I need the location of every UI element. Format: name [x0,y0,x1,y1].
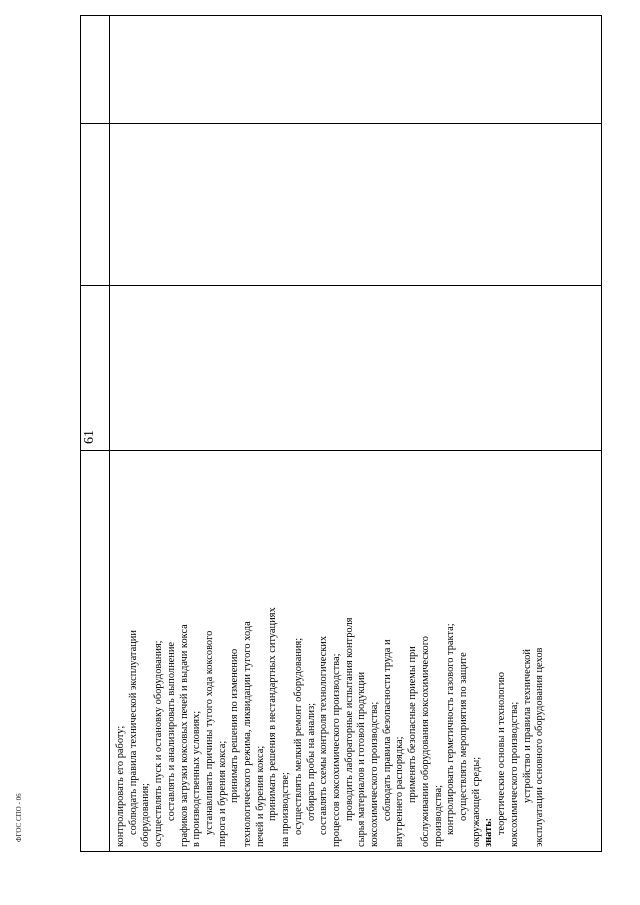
content-line: устанавливать причины тугого хода коксового [203,630,215,835]
table-column-divider [81,285,601,286]
content-line: пирога и бурения кокса; [216,740,228,847]
page-number: 61 [82,430,97,444]
content-line: составлять и анализировать выполнение [165,642,177,821]
table-column-divider [81,450,601,451]
content-line: устройство и правила технической [521,649,533,803]
content-line: сырья материалов и готовой продукции [356,671,368,847]
content-line: осуществлять мелкий ремонт оборудования; [292,637,304,835]
content-line: применять безопасные приемы при [407,646,419,803]
table-row-divider [109,16,110,851]
content-line: соблюдать правила безопасности труда и [381,639,393,821]
content-line: технологического режима, ликвидации тугого хода [242,621,254,847]
content-line: эксплуатации основного оборудования цехов [534,647,546,847]
content-line: коксохимического производства; [369,701,381,847]
content-line: окружающей среды; [470,756,482,847]
content-line: оборудования; [140,783,152,847]
content-line: обслуживании оборудования коксохимического [419,636,431,847]
footer-code: ФГОС СПО - 06 [15,793,23,842]
content-line: процессов коксохимического производства; [330,653,342,847]
content-line: печей и бурения кокса; [254,745,266,847]
content-line: контролировать герметичность газового тракта; [445,623,457,835]
competency-table [80,15,602,852]
content-line: отбирать пробы на анализ; [305,702,317,821]
content-line: внутреннего распорядка; [394,736,406,847]
content-line: осуществлять мероприятия по защите [457,652,469,821]
section-heading: знать: [483,817,495,847]
competency-cell [115,455,547,847]
content-line: составлять схемы контроля технологических [318,635,330,835]
content-line: соблюдать правила технической эксплуатации [127,630,139,835]
content-line: проводить лабораторные испытания контроля [343,617,355,821]
content-line: коксохимического производства; [508,701,520,847]
content-line: принимать решения по изменению [229,648,241,803]
content-line: контролировать его работу; [115,725,126,847]
table-column-divider [81,123,601,124]
content-line: осуществлять пуск и остановку оборудования; [153,640,165,847]
content-line: в производственных условиях; [191,710,203,847]
content-line: теоретические основы и технологию [496,671,508,835]
rotated-page [80,15,602,852]
content-line: производства; [432,784,444,847]
content-line: принимать решения в нестандартных ситуациях [267,607,279,821]
content-line: графиков загрузки коксовых печей и выдачи кокса [178,624,190,847]
content-line: на производстве; [280,772,292,847]
